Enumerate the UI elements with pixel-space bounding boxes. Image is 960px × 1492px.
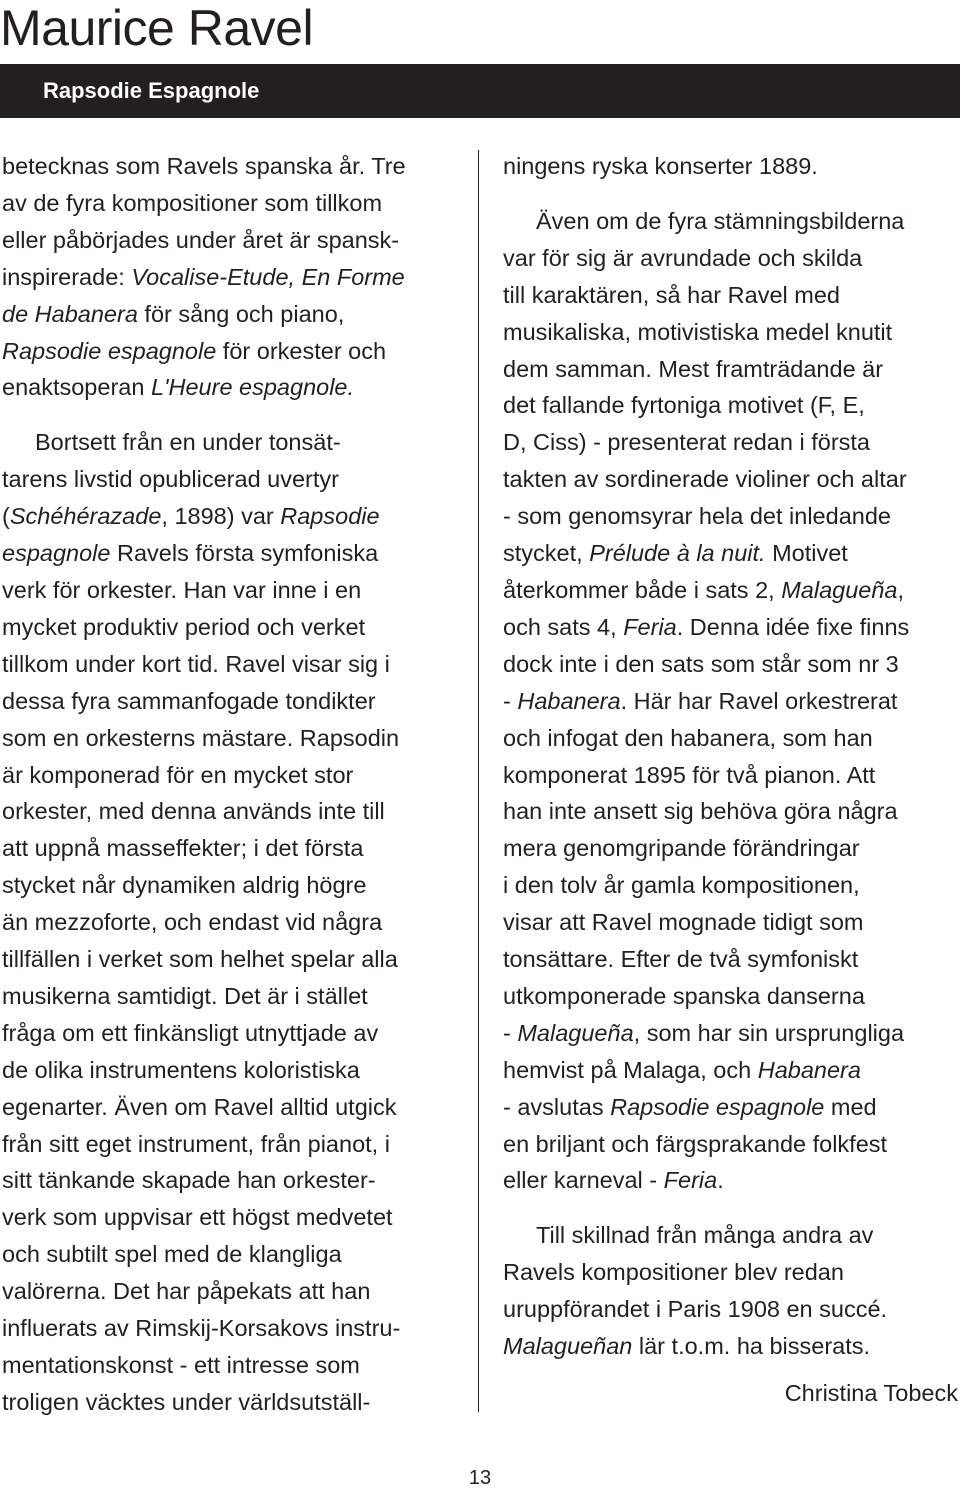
text-line: dem samman. Mest framträdande är — [503, 355, 884, 382]
text-line: fråga om ett finkänsligt utnyttjade av — [2, 1019, 379, 1046]
text-line: Till skillnad från många andra av — [536, 1222, 874, 1249]
text-line: komponerat 1895 för två pianon. Att — [503, 761, 876, 788]
text-line: valörerna. Det har påpekats att han — [2, 1278, 371, 1305]
text-line: - avslutas Rapsodie espagnole med — [503, 1093, 877, 1120]
text-line: och sats 4, Feria. Denna idée fixe finns — [503, 613, 910, 640]
right-paragraph-1 — [503, 148, 958, 185]
text-line: (Schéhérazade, 1898) var Rapsodie — [2, 503, 380, 530]
text-line: utkomponerade spanska danserna — [503, 982, 865, 1009]
text-line: som en orkesterns mästare. Rapsodin — [2, 724, 400, 751]
text-line: takten av sordinerade violiner och altar — [503, 466, 907, 493]
right-column — [503, 148, 958, 1412]
text-line: - Habanera. Här har Ravel orkestrerat — [503, 687, 898, 714]
text-line: stycket, Prélude à la nuit. Motivet — [503, 540, 848, 567]
text-line: tonsättare. Efter de två symfoniskt — [503, 946, 859, 973]
right-paragraph-3 — [503, 1217, 958, 1365]
text-line: Rapsodie espagnole för orkester och — [2, 337, 387, 364]
text-line: visar att Ravel mognade tidigt som — [503, 909, 864, 936]
text-line: är komponerad för en mycket stor — [2, 761, 354, 788]
text-line: än mezzoforte, och endast vid några — [2, 909, 383, 936]
text-line: Malagueñan lär t.o.m. ha bisserats. — [503, 1333, 871, 1360]
text-line: inspirerade: Vocalise-Etude, En Forme — [2, 263, 405, 290]
composer-name: Maurice Ravel — [0, 0, 314, 56]
text-line: Även om de fyra stämningsbilderna — [536, 207, 905, 234]
text-line: stycket når dynamiken aldrig högre — [2, 872, 367, 899]
left-paragraph-1 — [2, 148, 458, 406]
text-line: till karaktären, så har Ravel med — [503, 281, 840, 308]
page-number: 13 — [468, 1467, 492, 1489]
author-signature: Christina Tobeck — [784, 1380, 958, 1406]
left-column — [2, 148, 458, 1421]
text-line: enaktsoperan L'Heure espagnole. — [2, 374, 355, 401]
text-line: Ravels kompositioner blev redan — [503, 1259, 844, 1286]
text-line: musikaliska, motivistiska medel knutit — [503, 318, 893, 345]
text-line: de olika instrumentens koloristiska — [2, 1056, 360, 1083]
text-line: verk för orkester. Han var inne i en — [2, 576, 362, 603]
text-line: musikerna samtidigt. Det är i stället — [2, 982, 368, 1009]
text-line: - Malagueña, som har sin ursprungliga — [503, 1019, 905, 1046]
text-line: dessa fyra sammanfogade tondikter — [2, 687, 376, 714]
text-line: betecknas som Ravels spanska år. Tre — [2, 153, 406, 179]
text-line: en briljant och färgsprakande folkfest — [503, 1130, 888, 1157]
text-line: eller påbörjades under året är spansk- — [2, 226, 400, 253]
text-line: och subtilt spel med de klangliga — [2, 1241, 342, 1268]
work-title: Rapsodie Espagnole — [43, 78, 260, 103]
text-line: eller karneval - Feria. — [503, 1167, 724, 1194]
text-line: hemvist på Malaga, och Habanera — [503, 1056, 861, 1083]
text-line: tillkom under kort tid. Ravel visar sig i — [2, 650, 390, 677]
text-line: återkommer både i sats 2, Malagueña, — [503, 576, 905, 603]
text-line: mentationskonst - ett intresse som — [2, 1352, 360, 1378]
text-line: influerats av Rimskij-Korsakovs instru- — [2, 1315, 401, 1342]
text-line: mycket produktiv period och verket — [2, 613, 366, 640]
text-line: - som genomsyrar hela det inledande — [503, 503, 891, 530]
text-line: från sitt eget instrument, från pianot, i — [2, 1130, 390, 1157]
text-line: espagnole Ravels första symfoniska — [2, 540, 379, 567]
text-line: av de fyra kompositioner som tillkom — [2, 189, 383, 216]
text-line: verk som uppvisar ett högst medvetet — [2, 1204, 393, 1231]
text-line: sitt tänkande skapade han orkester- — [2, 1167, 376, 1194]
text-line: D, Ciss) - presenterat redan i första — [503, 429, 870, 456]
text-line: var för sig är avrundade och skilda — [503, 244, 863, 271]
text-line: tarens livstid opublicerad uvertyr — [2, 466, 339, 493]
text-line: mera genomgripande förändringar — [503, 835, 860, 862]
text-line: Bortsett från en under tonsät- — [35, 429, 341, 456]
text-line: troligen väcktes under världsutställ- — [2, 1388, 371, 1415]
left-paragraph-2 — [2, 424, 458, 1420]
text-line: i den tolv år gamla kompositionen, — [503, 872, 860, 899]
text-line: att uppnå masseffekter; i det första — [2, 835, 364, 862]
text-line: och infogat den habanera, som han — [503, 724, 873, 751]
text-line: det fallande fyrtoniga motivet (F, E, — [503, 392, 865, 419]
column-divider — [478, 150, 479, 1412]
text-line: ningens ryska konserter 1889. — [503, 153, 818, 179]
text-line: han inte ansett sig behöva göra några — [503, 798, 898, 825]
text-line: de Habanera för sång och piano, — [2, 300, 345, 327]
right-paragraph-2 — [503, 203, 958, 1199]
text-line: uruppförandet i Paris 1908 en succé. — [503, 1296, 888, 1323]
work-title-bar — [0, 64, 960, 118]
text-line: orkester, med denna används inte till — [2, 798, 385, 825]
text-line: egenarter. Även om Ravel alltid utgick — [2, 1093, 397, 1120]
text-line: tillfällen i verket som helhet spelar alla — [2, 946, 398, 973]
text-line: dock inte i den sats som står som nr 3 — [503, 650, 899, 677]
